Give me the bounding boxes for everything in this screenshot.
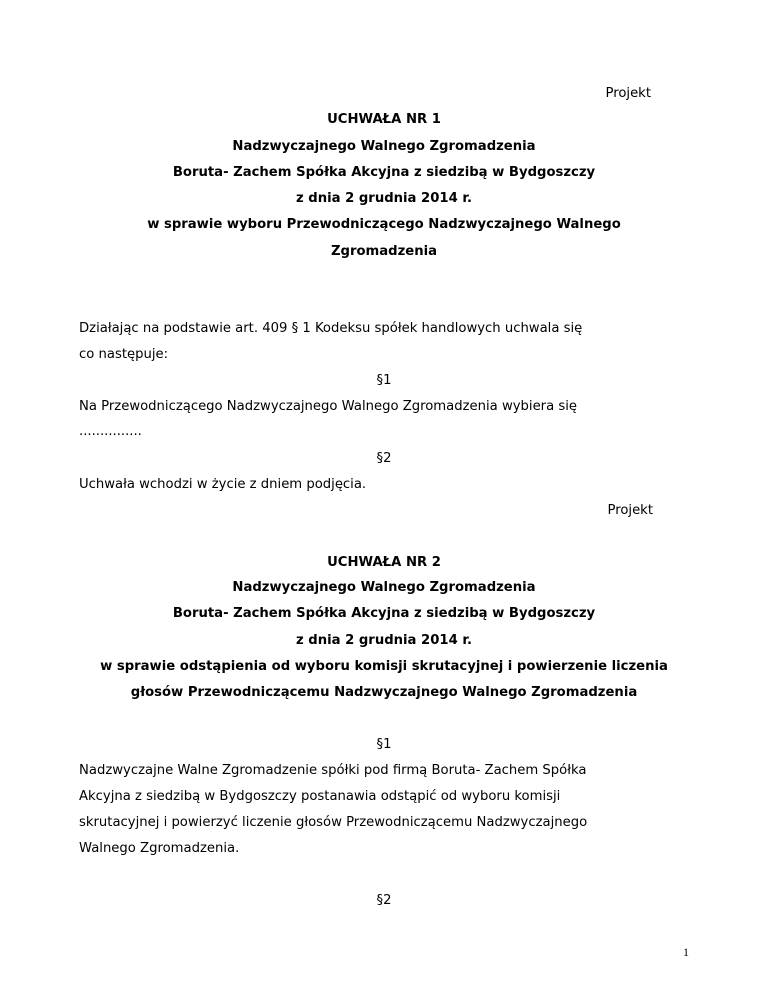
- project-label-2: Projekt: [607, 503, 653, 518]
- resolution-2-date: z dnia 2 grudnia 2014 r.: [296, 633, 472, 648]
- resolution-1-title: UCHWAŁA NR 1: [327, 112, 441, 127]
- resolution-2-company: Boruta- Zachem Spółka Akcyjna z siedzibą w Bydgoszczy: [172, 606, 596, 621]
- page-number: 1: [683, 945, 689, 959]
- resolution-1-date: z dnia 2 grudnia 2014 r.: [296, 191, 472, 206]
- resolution-1-subject-line-1: w sprawie wyboru Przewodniczącego Nadzwyczajnego Walnego: [147, 217, 621, 232]
- resolution-2-section-1-line-1: [79, 763, 689, 779]
- resolution-1-section-2-text: Uchwała wchodzi w życie z dniem podjęcia.: [79, 477, 367, 492]
- resolution-2-title: UCHWAŁA NR 2: [327, 555, 441, 570]
- resolution-2-section-1-line-3: skrutacyjnej i powierzyć liczenie głosów Przewodniczącemu Nadzwyczajnego: [79, 815, 588, 830]
- resolution-2-section-1-line-1-text: Nadzwyczajne Walne Zgromadzenie spółki pod firmą Boruta- Zachem Spółka: [79, 763, 587, 778]
- resolution-2-section-1-line-2: Akcyjna z siedzibą w Bydgoszczy postanawia odstąpić od wyboru komisji: [79, 789, 561, 804]
- resolution-1-company: Boruta- Zachem Spółka Akcyjna z siedzibą w Bydgoszczy: [172, 165, 596, 180]
- resolution-1-section-1-symbol: §1: [376, 373, 392, 388]
- resolution-1-preamble-line-2: co następuje:: [79, 347, 169, 362]
- resolution-1-section-2-symbol: §2: [376, 451, 392, 466]
- resolution-1-subject-line-2: Zgromadzenia: [330, 244, 438, 259]
- resolution-1-section-1-line-2: ...............: [79, 424, 142, 439]
- resolution-1-section-1-line-1: Na Przewodniczącego Nadzwyczajnego Walnego Zgromadzenia wybiera się: [79, 399, 578, 414]
- resolution-2-subject-line-1: w sprawie odstąpienia od wyboru komisji skrutacyjnej i powierzenie liczenia: [100, 659, 668, 674]
- project-label-1: Projekt: [605, 86, 651, 101]
- resolution-1-preamble-line-1: Działając na podstawie art. 409 § 1 Kodeksu spółek handlowych uchwala się: [79, 321, 583, 336]
- resolution-2-body-name: Nadzwyczajnego Walnego Zgromadzenia: [232, 580, 536, 595]
- resolution-1-body-name: Nadzwyczajnego Walnego Zgromadzenia: [232, 139, 536, 154]
- resolution-2-section-2-symbol: §2: [376, 893, 392, 908]
- resolution-2-section-1-symbol: §1: [376, 737, 392, 752]
- resolution-2-section-1-line-4: Walnego Zgromadzenia.: [79, 841, 240, 856]
- resolution-2-subject-line-2: głosów Przewodniczącemu Nadzwyczajnego Walnego Zgromadzenia: [130, 685, 638, 700]
